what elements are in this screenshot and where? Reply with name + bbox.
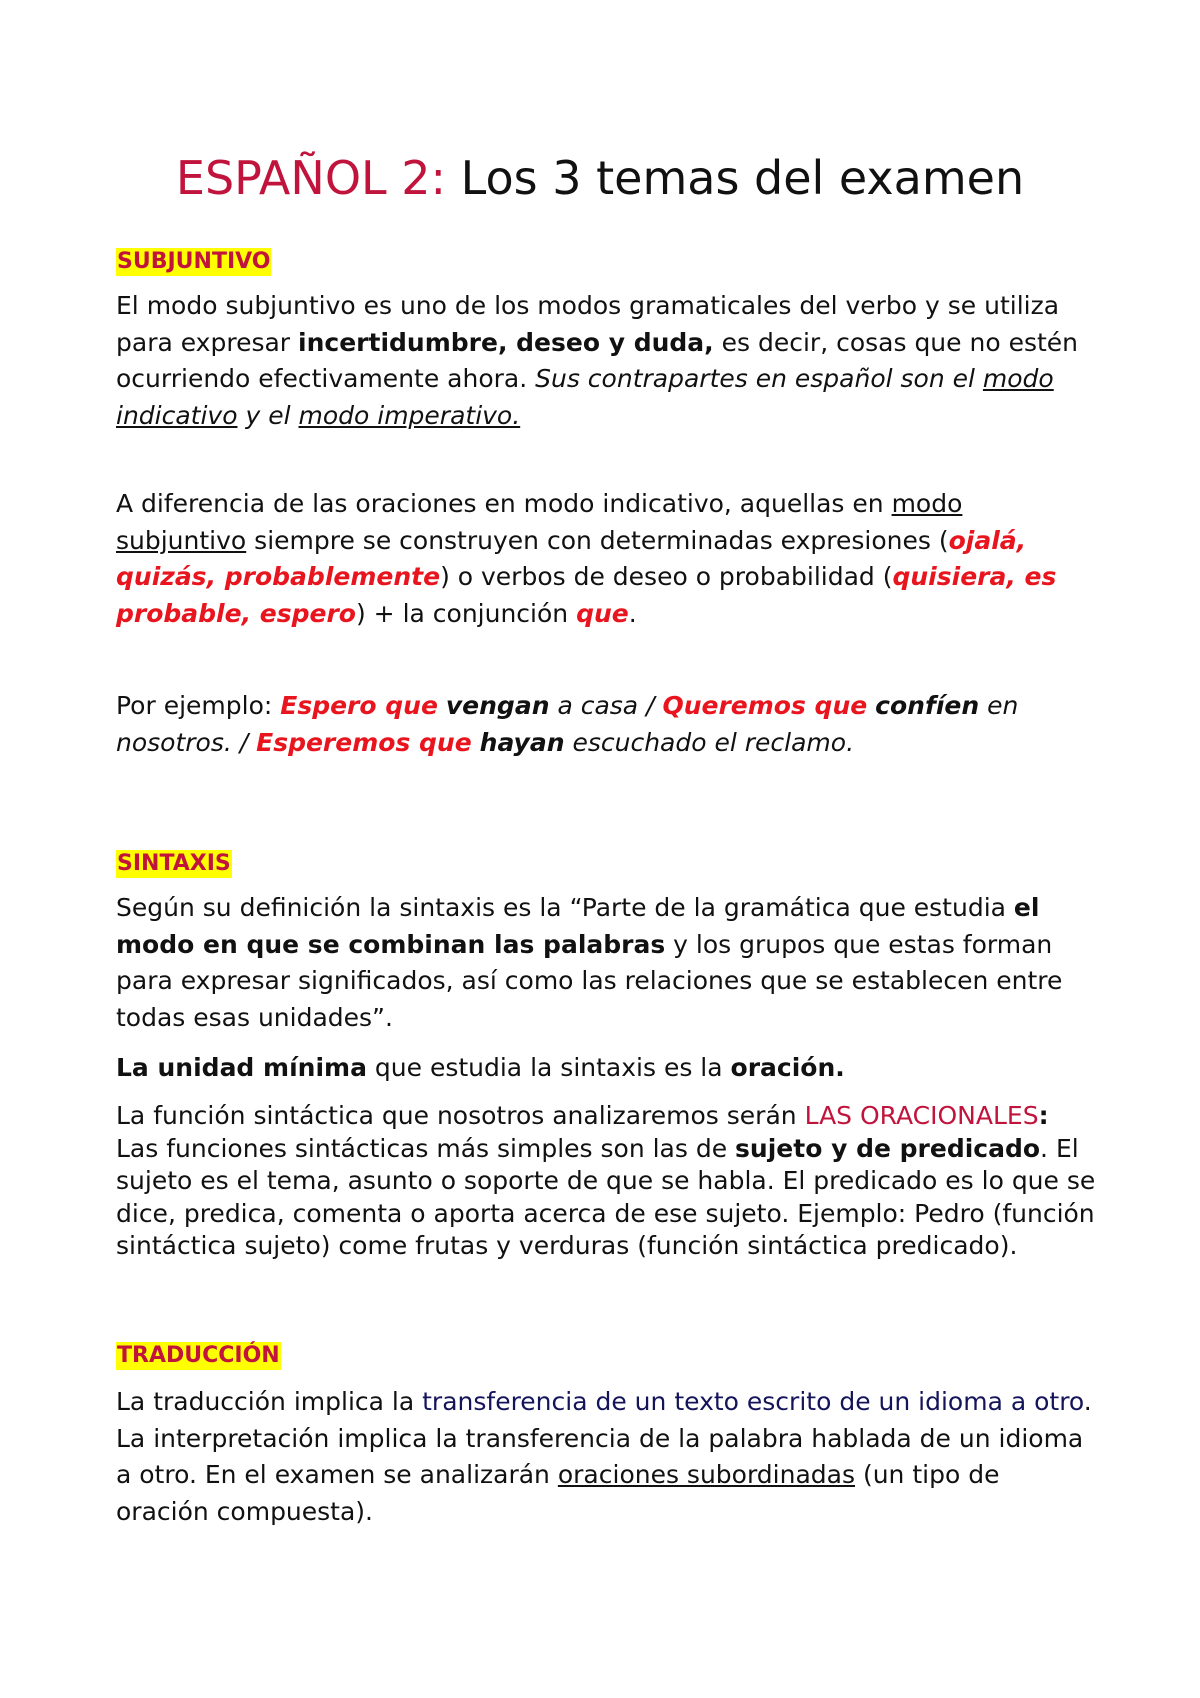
- bold-text: La unidad mínima: [116, 1053, 367, 1082]
- red-emphasis: Espero que: [280, 691, 438, 720]
- red-emphasis: quisiera, es probable, espero: [116, 562, 1057, 628]
- text: El modo subjuntivo es uno de los modos gramaticales del verbo y se utiliza para expresar: [116, 291, 1060, 357]
- text: .: [628, 598, 637, 628]
- text: que estudia la sintaxis es la: [366, 1053, 731, 1082]
- page-title: [0, 150, 1200, 206]
- red-emphasis: Esperemos que: [256, 727, 472, 757]
- text: [472, 728, 480, 757]
- bold-text: :: [1038, 1101, 1049, 1130]
- red-emphasis: ojalá, quizás, probablemente: [116, 525, 1027, 591]
- bold-text: oración.: [730, 1053, 845, 1082]
- red-emphasis: que: [576, 598, 629, 628]
- text: . El sujeto es el tema, asunto o soporte de que se habla. El predicado es lo que se dice, predica, comenta o aporta acerca de ese sujeto. Ejemplo: Pedro (función sintáctica sujeto) come frutas y verduras (función sintáctica predicado).: [116, 1133, 1096, 1260]
- heading-subjuntivo: SUBJUNTIVO: [117, 249, 271, 274]
- sintaxis-paragraph-2: [116, 1050, 1096, 1087]
- text: [867, 691, 875, 720]
- traduccion-paragraph-1: [116, 1384, 1096, 1530]
- heading-traduccion: TRADUCCIÓN: [117, 1343, 280, 1368]
- text: (un tipo de oración compuesta).: [116, 1460, 1000, 1526]
- heading-sintaxis: SINTAXIS: [117, 851, 231, 876]
- link-modo-imperativo[interactable]: modo imperativo.: [298, 400, 521, 430]
- italic-text: Sus contrapartes en español son el: [535, 364, 983, 393]
- sintaxis-paragraph-3: [116, 1100, 1096, 1263]
- title-prefix: ESPAÑOL 2:: [175, 151, 447, 205]
- crimson-emphasis: LAS ORACIONALES: [804, 1101, 1039, 1130]
- bold-text: sujeto y de predicado: [735, 1133, 1041, 1163]
- navy-emphasis: transferencia de un texto escrito de un idioma a otro: [422, 1387, 1084, 1416]
- text: [438, 691, 446, 720]
- text: Según su definición la sintaxis es la “Parte de la gramática que estudia: [116, 893, 1014, 922]
- text: Por ejemplo:: [116, 691, 281, 720]
- bold-text: incertidumbre, deseo y duda,: [298, 327, 714, 357]
- text: ) o verbos de deseo o probabilidad (: [440, 562, 893, 591]
- text: siempre se construyen con determinadas expresiones (: [246, 525, 949, 555]
- bold-italic-text: hayan: [479, 727, 565, 757]
- underlined-text: modo subjuntivo: [116, 489, 963, 555]
- text: A diferencia de las oraciones en modo indicativo, aquellas en: [116, 489, 892, 518]
- italic-text: y el: [237, 400, 299, 430]
- subjuntivo-paragraph-1: [116, 288, 1096, 434]
- underlined-text: oraciones subordinadas: [557, 1460, 856, 1489]
- italic-text: a casa /: [549, 691, 663, 720]
- text: La traducción implica la: [116, 1387, 423, 1416]
- text: es decir, cosas que no estén ocurriendo efectivamente ahora.: [116, 327, 1079, 393]
- text: ) + la conjunción: [355, 598, 577, 628]
- italic-text: en nosotros. /: [116, 691, 1019, 757]
- title-rest: Los 3 temas del examen: [460, 151, 1025, 205]
- text: . La interpretación implica la transferencia de la palabra hablada de un idioma a otro. En el examen se analizarán: [116, 1387, 1092, 1489]
- text: La función sintáctica que nosotros analizaremos serán: [116, 1101, 805, 1130]
- text: Las funciones sintácticas más simples son las de: [116, 1133, 736, 1163]
- link-modo-indicativo[interactable]: modo indicativo: [116, 364, 1054, 430]
- red-emphasis: Queremos que: [662, 691, 868, 720]
- bold-italic-text: vengan: [445, 691, 550, 720]
- text: y los grupos que estas forman para expresar significados, así como las relaciones que se establecen entre todas esas unidades”.: [116, 929, 1063, 1032]
- bold-text: el modo en que se combinan las palabras: [116, 893, 1040, 959]
- bold-italic-text: confíen: [875, 691, 980, 720]
- sintaxis-paragraph-1: [116, 890, 1096, 1036]
- subjuntivo-examples: [116, 688, 1096, 761]
- subjuntivo-paragraph-2: [116, 486, 1096, 632]
- italic-text: escuchado el reclamo.: [564, 727, 855, 757]
